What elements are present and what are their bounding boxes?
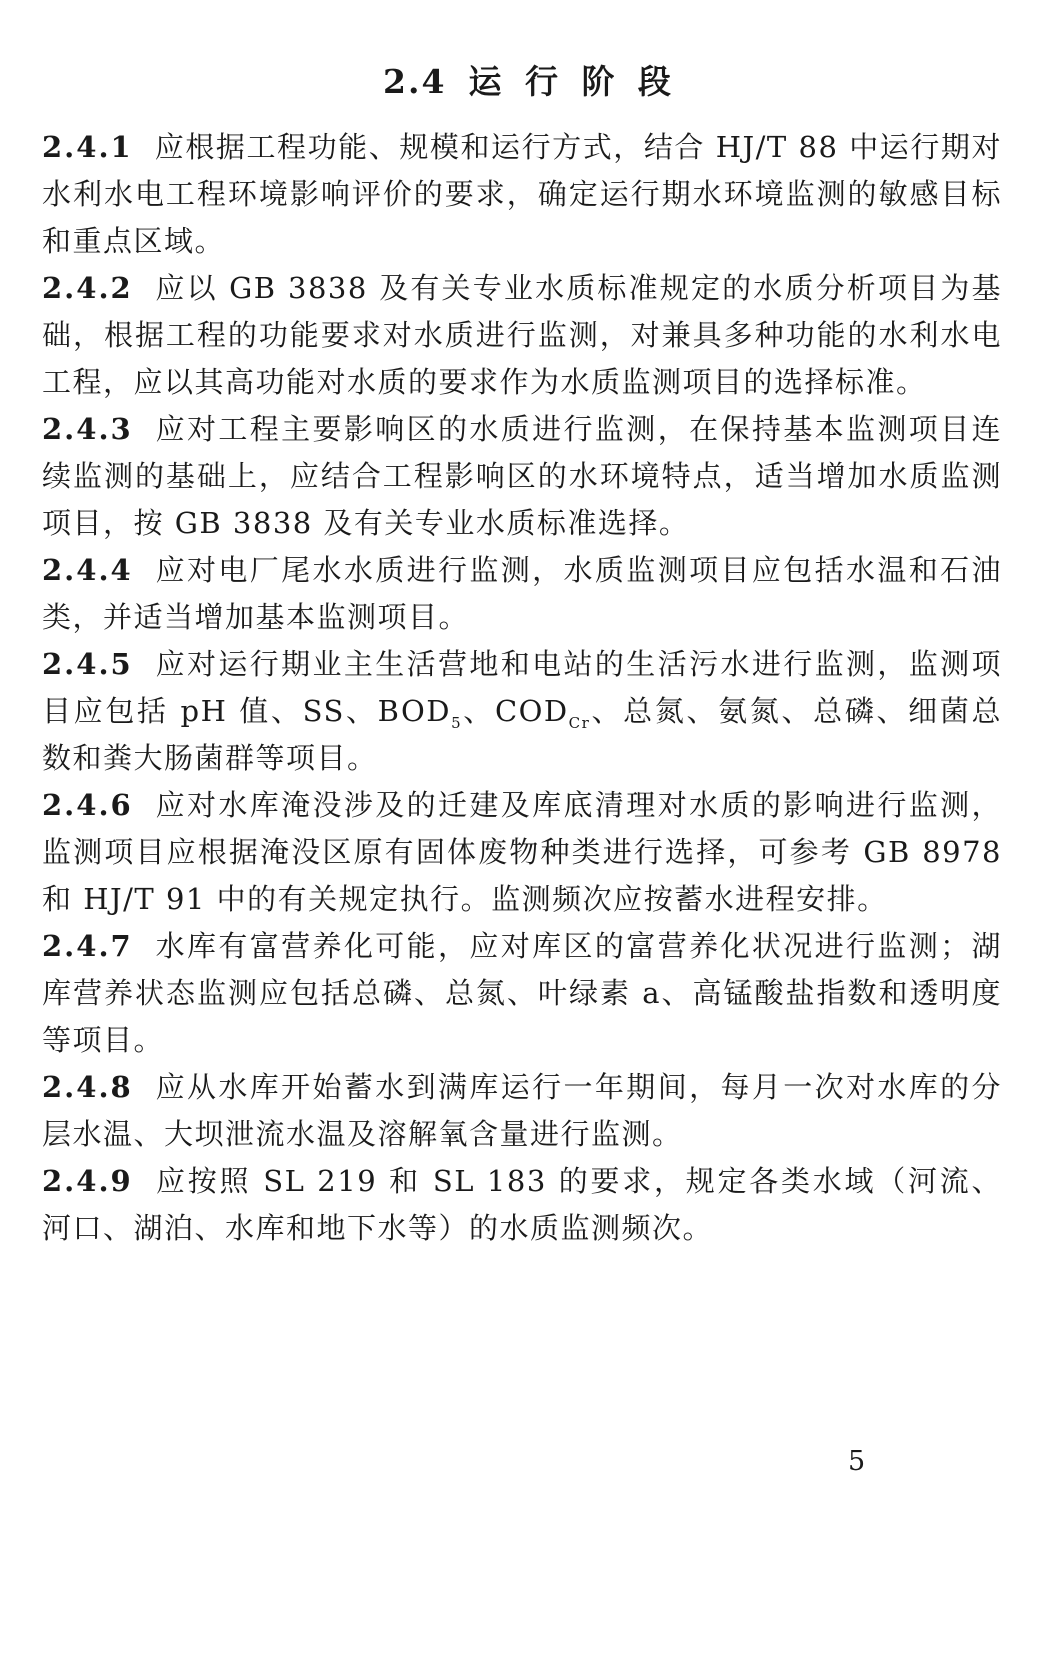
clause-2-4-6 xyxy=(42,782,1002,923)
clause-number: 2.4.7 xyxy=(42,929,133,963)
clause-2-4-3 xyxy=(42,406,1002,547)
section-title: 运 行 阶 段 xyxy=(468,62,677,101)
clause-number: 2.4.8 xyxy=(42,1070,133,1104)
clause-number: 2.4.3 xyxy=(42,412,133,446)
clause-number: 2.4.1 xyxy=(42,130,133,164)
clause-text: 水库有富营养化可能，应对库区的富营养化状况进行监测；湖库营养状态监测应包括总磷、总氮、叶绿素 a、高锰酸盐指数和透明度等项目。 xyxy=(42,929,1002,1057)
clause-text: 应按照 SL 219 和 SL 183 的要求，规定各类水域（河流、河口、湖泊、水库和地下水等）的水质监测频次。 xyxy=(42,1164,1002,1245)
clause-text: 应以 GB 3838 及有关专业水质标准规定的水质分析项目为基础，根据工程的功能要求对水质进行监测，对兼具多种功能的水利水电工程，应以其高功能对水质的要求作为水质监测项目的选择标准。 xyxy=(42,271,1002,399)
clause-text-part-a: 应对运行期业主生活营地和电站的生活污水进行监测，监测项目应包括 pH 值、SS、BOD xyxy=(42,647,1002,728)
clause-number: 2.4.2 xyxy=(42,271,133,305)
section-number: 2.4 xyxy=(383,62,447,101)
clause-list xyxy=(42,124,1002,1252)
clause-text: 应对水库淹没涉及的迁建及库底清理对水质的影响进行监测，监测项目应根据淹没区原有固体废物种类进行选择，可参考 GB 8978 和 HJ/T 91 中的有关规定执行。监测频次应按蓄水进程安排。 xyxy=(42,788,1002,916)
clause-number: 2.4.4 xyxy=(42,553,133,587)
clause-number: 2.4.9 xyxy=(42,1164,133,1198)
clause-number: 2.4.6 xyxy=(42,788,133,822)
section-heading xyxy=(0,56,1060,103)
clause-2-4-8 xyxy=(42,1064,1002,1158)
clause-2-4-5 xyxy=(42,641,1002,782)
clause-2-4-4 xyxy=(42,547,1002,641)
clause-text: 应从水库开始蓄水到满库运行一年期间，每月一次对水库的分层水温、大坝泄流水温及溶解氧含量进行监测。 xyxy=(42,1070,1002,1151)
cod-subscript: Cr xyxy=(568,713,591,732)
clause-text: 应根据工程功能、规模和运行方式，结合 HJ/T 88 中运行期对水利水电工程环境影响评价的要求，确定运行期水环境监测的敏感目标和重点区域。 xyxy=(42,130,1002,258)
clause-2-4-9 xyxy=(42,1158,1002,1252)
clause-text: 应对工程主要影响区的水质进行监测，在保持基本监测项目连续监测的基础上，应结合工程影响区的水环境特点，适当增加水质监测项目，按 GB 3838 及有关专业水质标准选择。 xyxy=(42,412,1002,540)
clause-text-part-b: 、COD xyxy=(462,694,569,728)
clause-text: 应对电厂尾水水质进行监测，水质监测项目应包括水温和石油类，并适当增加基本监测项目。 xyxy=(42,553,1002,634)
clause-2-4-2 xyxy=(42,265,1002,406)
bod-subscript: 5 xyxy=(451,713,463,732)
clause-2-4-7 xyxy=(42,923,1002,1064)
page-number: 5 xyxy=(848,1446,866,1477)
clause-text-part-c: 、总氮、氨氮、总磷、细菌总数和粪大肠菌群等项目。 xyxy=(42,694,1002,775)
clause-2-4-1 xyxy=(42,124,1002,265)
clause-number: 2.4.5 xyxy=(42,647,133,681)
